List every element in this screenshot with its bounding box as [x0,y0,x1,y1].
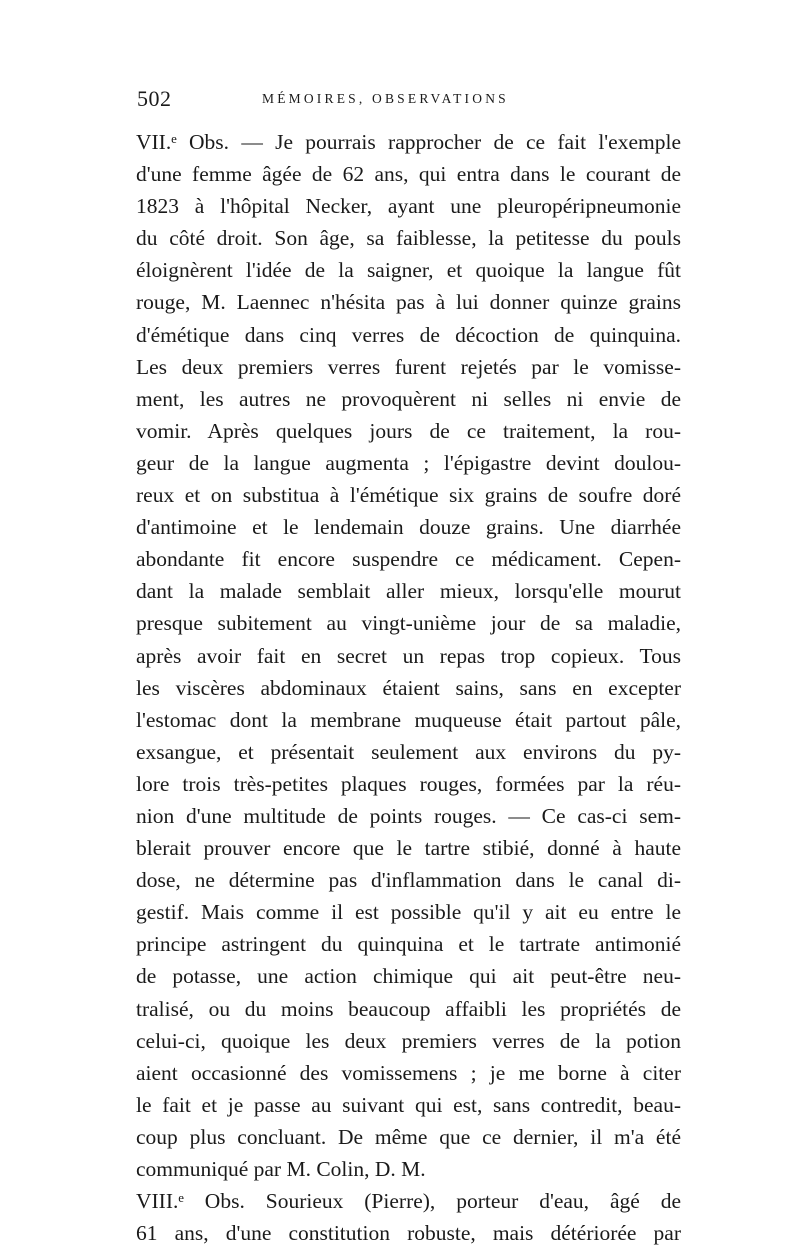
text-line: VIII.ᵉ Obs. Sourieux (Pierre), porteur d'eau, âgé de [136,1189,681,1214]
text-line: Les deux premiers verres furent rejetés par le vomisse- [136,354,681,379]
text-line: 1823 à l'hôpital Necker, ayant une pleuropéripneumonie [136,194,681,219]
text-line: communiqué par M. Colin, D. M. [136,1157,426,1181]
text-line: d'antimoine et le lendemain douze grains. Une diarrhée [136,515,681,540]
text-line: principe astringent du quinquina et le tartrate antimonié [136,932,681,957]
text-line: gestif. Mais comme il est possible qu'il y ait eu entre le [136,900,681,925]
text-line: du côté droit. Son âge, sa faiblesse, la petitesse du pouls [136,226,681,251]
body-text [136,126,681,1249]
text-line: tralisé, ou du moins beaucoup affaibli les propriétés de [136,996,681,1021]
text-line: dose, ne détermine pas d'inflammation dans le canal di- [136,868,681,893]
text-line: après avoir fait en secret un repas trop copieux. Tous [136,643,681,668]
text-line: vomir. Après quelques jours de ce traitement, la rou- [136,418,681,443]
text-line: dant la malade semblait aller mieux, lorsqu'elle mourut [136,579,681,604]
text-line: aient occasionné des vomissemens ; je me borne à citer [136,1060,681,1085]
text-line: geur de la langue augmenta ; l'épigastre devint doulou- [136,450,681,475]
text-line: nion d'une multitude de points rouges. — Ce cas-ci sem- [136,803,681,828]
text-line: d'une femme âgée de 62 ans, qui entra dans le courant de [136,162,681,187]
text-line: le fait et je passe au suivant qui est, sans contredit, beau- [136,1092,681,1117]
page-number: 502 [137,86,172,111]
text-line: rouge, M. Laennec n'hésita pas à lui donner quinze grains [136,290,681,315]
page-header [137,86,677,116]
text-line: exsangue, et présentait seulement aux environs du py- [136,739,681,764]
text-line: 61 ans, d'une constitution robuste, mais détériorée par [136,1221,681,1246]
text-line: d'émétique dans cinq verres de décoction de quinquina. [136,322,681,347]
text-line: coup plus concluant. De même que ce dernier, il m'a été [136,1124,681,1149]
text-line: ment, les autres ne provoquèrent ni selles ni envie de [136,386,681,411]
text-line: éloignèrent l'idée de la saigner, et quoique la langue fût [136,258,681,283]
text-line: de potasse, une action chimique qui ait peut-être neu- [136,964,681,989]
text-line: celui-ci, quoique les deux premiers verres de la potion [136,1028,681,1053]
text-line: reux et on substitua à l'émétique six grains de soufre doré [136,483,681,508]
running-head: MÉMOIRES, OBSERVATIONS [262,91,509,106]
text-line: presque subitement au vingt-unième jour de sa maladie, [136,611,681,636]
text-line: abondante fit encore suspendre ce médicament. Cepen- [136,547,681,572]
text-line: blerait prouver encore que le tartre stibié, donné à haute [136,836,681,861]
text-line: les viscères abdominaux étaient sains, sans en excepter [136,675,681,700]
text-line: VII.ᵉ Obs. — Je pourrais rapprocher de ce fait l'exemple [136,130,681,154]
text-line: l'estomac dont la membrane muqueuse était partout pâle, [136,707,681,732]
text-line: lore trois très-petites plaques rouges, formées par la réu- [136,771,681,796]
